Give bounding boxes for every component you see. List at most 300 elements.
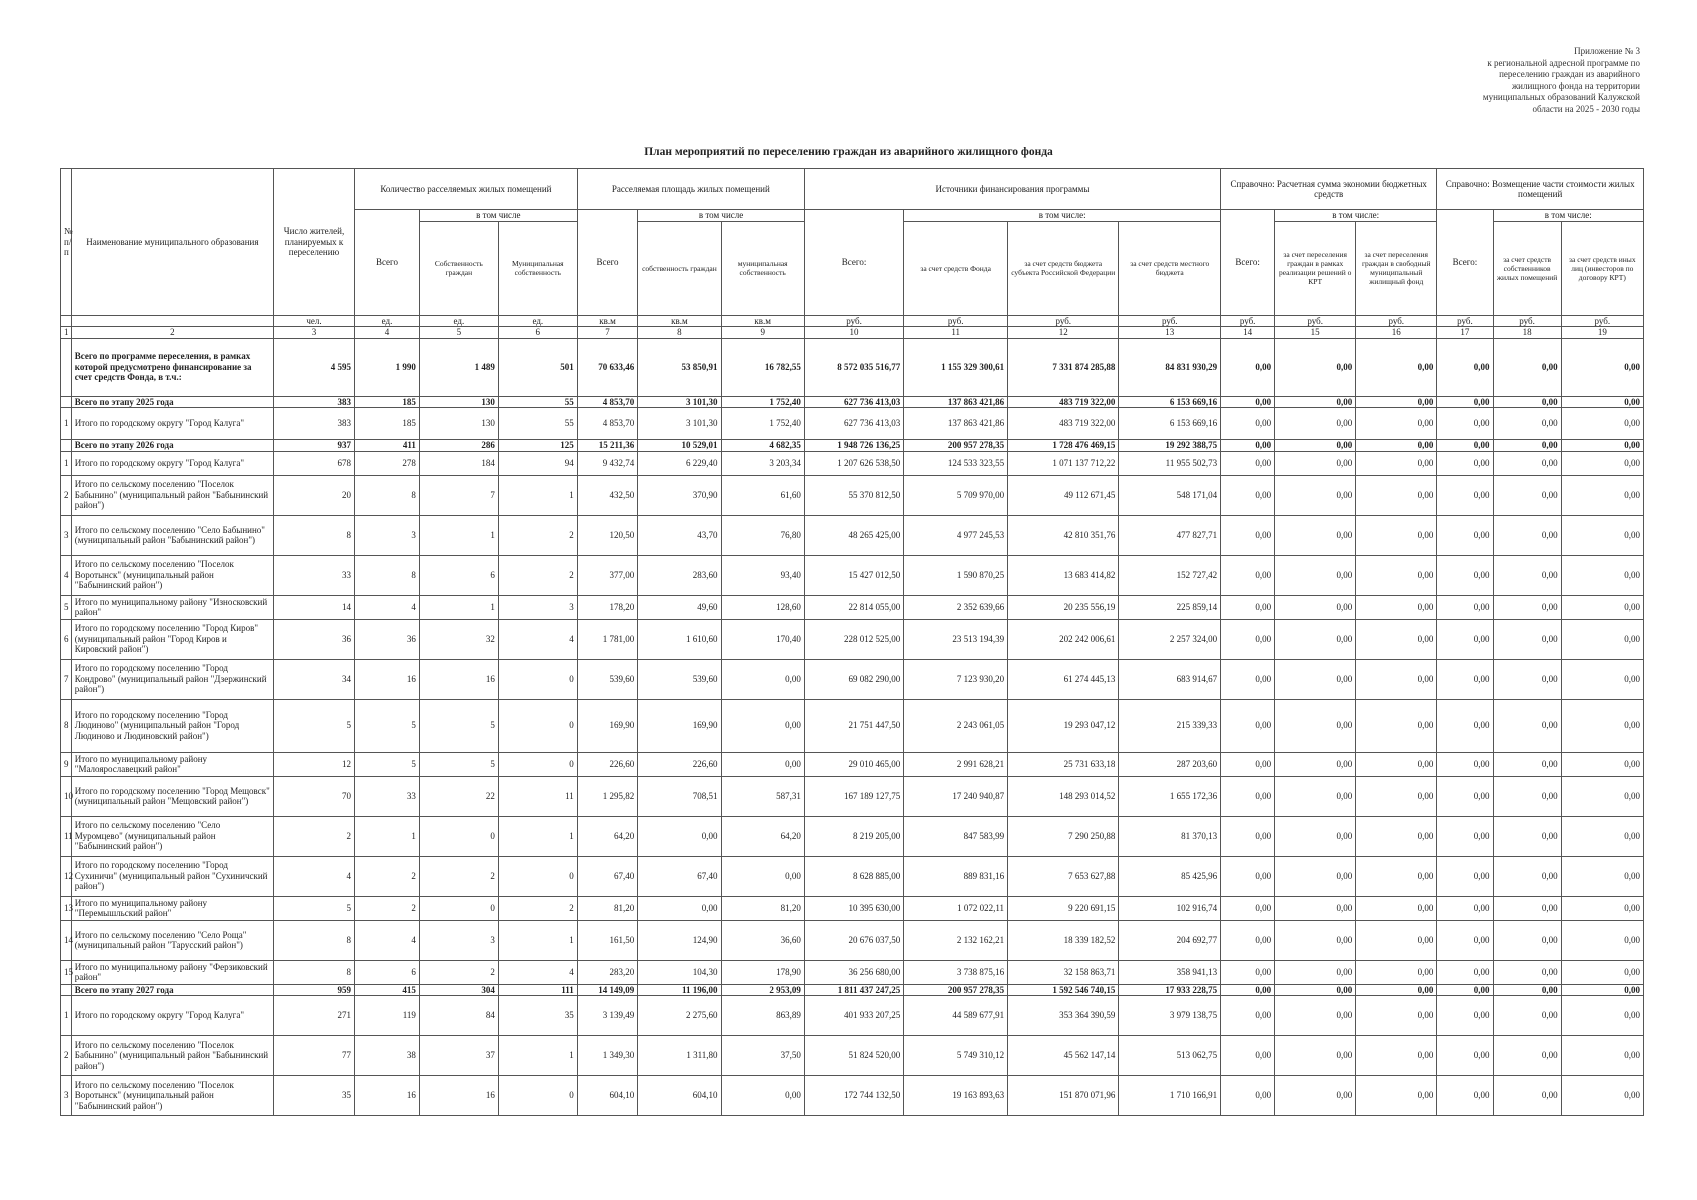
value-cell: 0,00	[1561, 960, 1643, 984]
municipality-name: Всего по этапу 2025 года	[71, 396, 273, 408]
value-cell: 137 863 421,86	[904, 396, 1008, 408]
value-cell: 0,00	[1275, 752, 1356, 776]
table-row	[61, 920, 1644, 960]
value-cell: 0,00	[1437, 984, 1493, 996]
value-cell: 137 863 421,86	[904, 408, 1008, 440]
row-number: 1	[61, 451, 72, 475]
column-number: 9	[721, 327, 804, 339]
value-cell: 0,00	[1437, 856, 1493, 896]
value-cell: 84	[419, 996, 498, 1036]
value-cell: 283,60	[638, 555, 721, 595]
value-cell: 2	[273, 816, 354, 856]
value-cell: 53 850,91	[638, 338, 721, 396]
units-cell	[61, 315, 72, 327]
total-row	[61, 440, 1644, 452]
column-number: 10	[804, 327, 903, 339]
value-cell: 0,00	[1221, 451, 1275, 475]
header-own-municipal: Муниципальная собственность	[498, 221, 577, 315]
value-cell: 1 590 870,25	[904, 555, 1008, 595]
value-cell: 1 207 626 538,50	[804, 451, 903, 475]
units-cell: кв.м	[577, 315, 638, 327]
value-cell: 64,20	[577, 816, 638, 856]
value-cell: 152 727,42	[1119, 555, 1221, 595]
header-rooms-group: Количество расселяемых жилых помещений	[355, 169, 578, 210]
value-cell: 0,00	[1221, 752, 1275, 776]
value-cell: 0,00	[1561, 996, 1643, 1036]
column-number: 7	[577, 327, 638, 339]
table-row	[61, 699, 1644, 752]
value-cell: 0,00	[1275, 960, 1356, 984]
value-cell: 370,90	[638, 475, 721, 515]
value-cell: 16 782,55	[721, 338, 804, 396]
table-row	[61, 408, 1644, 440]
value-cell: 0,00	[1221, 659, 1275, 699]
value-cell: 0,00	[1493, 1076, 1561, 1116]
value-cell: 383	[273, 408, 354, 440]
row-number: 3	[61, 515, 72, 555]
value-cell: 1 349,30	[577, 1036, 638, 1076]
value-cell: 42 810 351,76	[1008, 515, 1119, 555]
value-cell: 36,60	[721, 920, 804, 960]
value-cell: 863,89	[721, 996, 804, 1036]
value-cell: 19 292 388,75	[1119, 440, 1221, 452]
value-cell: 0,00	[1561, 699, 1643, 752]
value-cell: 2	[355, 856, 420, 896]
value-cell: 0,00	[1221, 515, 1275, 555]
value-cell: 0,00	[1437, 752, 1493, 776]
table-row	[61, 1076, 1644, 1116]
value-cell: 2 352 639,66	[904, 595, 1008, 619]
value-cell: 0,00	[1493, 396, 1561, 408]
value-cell: 1	[498, 920, 577, 960]
value-cell: 1 610,60	[638, 619, 721, 659]
value-cell: 23 513 194,39	[904, 619, 1008, 659]
value-cell: 1 948 726 136,25	[804, 440, 903, 452]
value-cell: 172 744 132,50	[804, 1076, 903, 1116]
municipality-name: Всего по этапу 2026 года	[71, 440, 273, 452]
total-row	[61, 338, 1644, 396]
value-cell: 0,00	[638, 816, 721, 856]
value-cell: 353 364 390,59	[1008, 996, 1119, 1036]
value-cell: 22	[419, 776, 498, 816]
value-cell: 48 265 425,00	[804, 515, 903, 555]
value-cell: 0,00	[1437, 699, 1493, 752]
value-cell: 0,00	[1561, 984, 1643, 996]
value-cell: 81 370,13	[1119, 816, 1221, 856]
municipality-name: Итого по сельскому поселению "Поселок Воротынск" (муниципальный район "Бабынинский район")	[71, 555, 273, 595]
value-cell: 85 425,96	[1119, 856, 1221, 896]
column-number: 17	[1437, 327, 1493, 339]
value-cell: 21 751 447,50	[804, 699, 903, 752]
units-cell: руб.	[804, 315, 903, 327]
value-cell: 2	[498, 896, 577, 920]
value-cell: 0,00	[1493, 816, 1561, 856]
column-number: 16	[1356, 327, 1437, 339]
value-cell: 1 295,82	[577, 776, 638, 816]
value-cell: 0	[498, 659, 577, 699]
appendix-line: к региональной адресной программе по	[1487, 57, 1640, 68]
value-cell: 539,60	[577, 659, 638, 699]
row-number	[61, 338, 72, 396]
value-cell: 81,20	[577, 896, 638, 920]
column-number: 2	[71, 327, 273, 339]
header-incl: в том числе:	[1275, 210, 1437, 222]
total-row	[61, 984, 1644, 996]
value-cell: 178,20	[577, 595, 638, 619]
appendix-line: области на 2025 - 2030 годы	[1532, 103, 1640, 114]
value-cell: 0,00	[1437, 896, 1493, 920]
header-incl: в том числе	[638, 210, 805, 222]
value-cell: 539,60	[638, 659, 721, 699]
column-number: 13	[1119, 327, 1221, 339]
value-cell: 0,00	[1493, 752, 1561, 776]
value-cell: 604,10	[638, 1076, 721, 1116]
column-number: 3	[273, 327, 354, 339]
value-cell: 937	[273, 440, 354, 452]
value-cell: 0,00	[1561, 408, 1643, 440]
value-cell: 36	[273, 619, 354, 659]
value-cell: 0,00	[1275, 396, 1356, 408]
value-cell: 1 752,40	[721, 396, 804, 408]
value-cell: 0,00	[721, 699, 804, 752]
value-cell: 204 692,77	[1119, 920, 1221, 960]
appendix-line: переселению граждан из аварийного	[1499, 69, 1640, 79]
units-cell	[71, 315, 273, 327]
value-cell: 0,00	[1275, 1076, 1356, 1116]
value-cell: 167 189 127,75	[804, 776, 903, 816]
value-cell: 0,00	[1356, 440, 1437, 452]
value-cell: 3 979 138,75	[1119, 996, 1221, 1036]
value-cell: 0,00	[1275, 515, 1356, 555]
header-compensation-total: Всего:	[1437, 210, 1493, 316]
value-cell: 0,00	[1275, 475, 1356, 515]
value-cell: 0,00	[1356, 752, 1437, 776]
value-cell: 401 933 207,25	[804, 996, 903, 1036]
value-cell: 0,00	[1561, 752, 1643, 776]
value-cell: 0,00	[1561, 920, 1643, 960]
value-cell: 2 243 061,05	[904, 699, 1008, 752]
value-cell: 18 339 182,52	[1008, 920, 1119, 960]
table-row	[61, 996, 1644, 1036]
value-cell: 4	[498, 960, 577, 984]
value-cell: 0,00	[1561, 816, 1643, 856]
value-cell: 4	[355, 595, 420, 619]
value-cell: 8	[355, 475, 420, 515]
value-cell: 0,00	[1561, 451, 1643, 475]
value-cell: 200 957 278,35	[904, 984, 1008, 996]
value-cell: 0,00	[1356, 515, 1437, 555]
value-cell: 69 082 290,00	[804, 659, 903, 699]
value-cell: 228 012 525,00	[804, 619, 903, 659]
column-number: 8	[638, 327, 721, 339]
header-incl: в том числе	[419, 210, 577, 222]
value-cell: 119	[355, 996, 420, 1036]
header-sources-total: Всего:	[804, 210, 903, 316]
units-cell: руб.	[1437, 315, 1493, 327]
value-cell: 33	[273, 555, 354, 595]
header-residents: Число жителей, планируемых к переселению	[273, 169, 354, 316]
value-cell: 12	[273, 752, 354, 776]
value-cell: 5	[355, 752, 420, 776]
value-cell: 16	[419, 659, 498, 699]
value-cell: 959	[273, 984, 354, 996]
value-cell: 4	[498, 619, 577, 659]
value-cell: 93,40	[721, 555, 804, 595]
header-incl: в том числе:	[904, 210, 1221, 222]
row-number: 10	[61, 776, 72, 816]
value-cell: 104,30	[638, 960, 721, 984]
value-cell: 49 112 671,45	[1008, 475, 1119, 515]
value-cell: 61 274 445,13	[1008, 659, 1119, 699]
value-cell: 0,00	[1356, 619, 1437, 659]
value-cell: 0,00	[1437, 440, 1493, 452]
value-cell: 1 781,00	[577, 619, 638, 659]
table-row	[61, 896, 1644, 920]
value-cell: 7	[419, 475, 498, 515]
value-cell: 35	[273, 1076, 354, 1116]
units-cell: кв.м	[638, 315, 721, 327]
header-local-budget: за счет средств местного бюджета	[1119, 221, 1221, 315]
value-cell: 5	[273, 699, 354, 752]
table-row	[61, 960, 1644, 984]
column-number: 1	[61, 327, 72, 339]
value-cell: 2 257 324,00	[1119, 619, 1221, 659]
value-cell: 33	[355, 776, 420, 816]
value-cell: 15 211,36	[577, 440, 638, 452]
value-cell: 1 071 137 712,22	[1008, 451, 1119, 475]
value-cell: 49,60	[638, 595, 721, 619]
value-cell: 271	[273, 996, 354, 1036]
header-sources-group: Источники финансирования программы	[804, 169, 1220, 210]
value-cell: 278	[355, 451, 420, 475]
municipality-name: Итого по сельскому поселению "Поселок Бабынино" (муниципальный район "Бабынинский район")	[71, 1036, 273, 1076]
value-cell: 84 831 930,29	[1119, 338, 1221, 396]
value-cell: 9 432,74	[577, 451, 638, 475]
value-cell: 128,60	[721, 595, 804, 619]
value-cell: 0,00	[1221, 475, 1275, 515]
value-cell: 0,00	[1493, 920, 1561, 960]
value-cell: 148 293 014,52	[1008, 776, 1119, 816]
value-cell: 287 203,60	[1119, 752, 1221, 776]
value-cell: 29 010 465,00	[804, 752, 903, 776]
value-cell: 0,00	[1275, 440, 1356, 452]
value-cell: 5	[273, 896, 354, 920]
table-body	[61, 338, 1644, 1116]
units-cell: руб.	[1119, 315, 1221, 327]
value-cell: 32	[419, 619, 498, 659]
value-cell: 627 736 413,03	[804, 408, 903, 440]
municipality-name: Итого по городскому поселению "Город Кондрово" (муниципальный район "Дзержинский район")	[71, 659, 273, 699]
value-cell: 0,00	[1221, 440, 1275, 452]
value-cell: 76,80	[721, 515, 804, 555]
units-cell: ед.	[498, 315, 577, 327]
value-cell: 0,00	[1561, 555, 1643, 595]
value-cell: 2 991 628,21	[904, 752, 1008, 776]
header-incl: в том числе:	[1493, 210, 1643, 222]
municipality-name: Итого по городскому округу "Город Калуга"	[71, 996, 273, 1036]
value-cell: 0,00	[1561, 475, 1643, 515]
value-cell: 6 153 669,16	[1119, 396, 1221, 408]
value-cell: 4	[273, 856, 354, 896]
value-cell: 61,60	[721, 475, 804, 515]
table-row	[61, 816, 1644, 856]
header-economy-total: Всего:	[1221, 210, 1275, 316]
value-cell: 0,00	[1356, 699, 1437, 752]
value-cell: 0,00	[1493, 451, 1561, 475]
appendix-line: муниципальных образований Калужской	[1482, 92, 1640, 102]
value-cell: 304	[419, 984, 498, 996]
value-cell: 14 149,09	[577, 984, 638, 996]
value-cell: 16	[355, 1076, 420, 1116]
value-cell: 0,00	[1356, 408, 1437, 440]
value-cell: 383	[273, 396, 354, 408]
column-number: 5	[419, 327, 498, 339]
value-cell: 94	[498, 451, 577, 475]
value-cell: 0,00	[1561, 515, 1643, 555]
value-cell: 0,00	[1437, 619, 1493, 659]
units-row	[61, 315, 1644, 327]
value-cell: 215 339,33	[1119, 699, 1221, 752]
value-cell: 67,40	[577, 856, 638, 896]
value-cell: 5	[419, 752, 498, 776]
value-cell: 0,00	[1493, 595, 1561, 619]
value-cell: 0	[498, 856, 577, 896]
value-cell: 0,00	[721, 752, 804, 776]
value-cell: 3 101,30	[638, 408, 721, 440]
value-cell: 0,00	[1221, 408, 1275, 440]
header-ref-compensation: Справочно: Возмещение части стоимости жилых помещений	[1437, 169, 1644, 210]
value-cell: 124 533 323,55	[904, 451, 1008, 475]
value-cell: 0,00	[1356, 1036, 1437, 1076]
value-cell: 20 676 037,50	[804, 920, 903, 960]
value-cell: 0,00	[1493, 856, 1561, 896]
value-cell: 0,00	[1275, 619, 1356, 659]
appendix-line: Приложение № 3	[1574, 46, 1640, 56]
value-cell: 0,00	[1221, 996, 1275, 1036]
value-cell: 0,00	[1437, 1076, 1493, 1116]
value-cell: 0,00	[1493, 896, 1561, 920]
row-number: 3	[61, 1076, 72, 1116]
value-cell: 16	[355, 659, 420, 699]
value-cell: 0,00	[1493, 440, 1561, 452]
header-economy-municipal-fund: за счет переселения граждан в свободный муниципальный жилищный фонд	[1356, 221, 1437, 315]
units-cell: руб.	[1561, 315, 1643, 327]
value-cell: 4 853,70	[577, 396, 638, 408]
value-cell: 0,00	[1275, 920, 1356, 960]
value-cell: 501	[498, 338, 577, 396]
value-cell: 226,60	[577, 752, 638, 776]
row-number: 4	[61, 555, 72, 595]
value-cell: 64,20	[721, 816, 804, 856]
units-cell: руб.	[904, 315, 1008, 327]
value-cell: 5 709 970,00	[904, 475, 1008, 515]
value-cell: 0,00	[1275, 699, 1356, 752]
value-cell: 0,00	[1437, 659, 1493, 699]
value-cell: 0,00	[1275, 408, 1356, 440]
value-cell: 0,00	[1493, 776, 1561, 816]
value-cell: 627 736 413,03	[804, 396, 903, 408]
value-cell: 483 719 322,00	[1008, 408, 1119, 440]
units-cell: ед.	[419, 315, 498, 327]
value-cell: 0,00	[1356, 816, 1437, 856]
value-cell: 5	[355, 699, 420, 752]
municipality-name: Итого по городскому поселению "Город Мещовск" (муниципальный район "Мещовский район")	[71, 776, 273, 816]
value-cell: 483 719 322,00	[1008, 396, 1119, 408]
value-cell: 0,00	[1437, 451, 1493, 475]
value-cell: 0,00	[1221, 920, 1275, 960]
municipality-name: Итого по сельскому поселению "Поселок Воротынск" (муниципальный район "Бабынинский район")	[71, 1076, 273, 1116]
value-cell: 0,00	[1221, 984, 1275, 996]
value-cell: 14	[273, 595, 354, 619]
header-area-group: Расселяемая площадь жилых помещений	[577, 169, 804, 210]
table-row	[61, 619, 1644, 659]
value-cell: 184	[419, 451, 498, 475]
value-cell: 55 370 812,50	[804, 475, 903, 515]
row-number: 2	[61, 1036, 72, 1076]
table-row	[61, 475, 1644, 515]
units-cell: руб.	[1356, 315, 1437, 327]
value-cell: 1 072 022,11	[904, 896, 1008, 920]
value-cell: 8	[273, 960, 354, 984]
value-cell: 0,00	[1356, 920, 1437, 960]
value-cell: 202 242 006,61	[1008, 619, 1119, 659]
row-number	[61, 396, 72, 408]
header-own-citizens: Собственность граждан	[419, 221, 498, 315]
value-cell: 0,00	[1493, 338, 1561, 396]
value-cell: 2 953,09	[721, 984, 804, 996]
value-cell: 8 628 885,00	[804, 856, 903, 896]
value-cell: 283,20	[577, 960, 638, 984]
municipality-name: Итого по сельскому поселению "Поселок Бабынино" (муниципальный район "Бабынинский район")	[71, 475, 273, 515]
value-cell: 17 240 940,87	[904, 776, 1008, 816]
value-cell: 4 595	[273, 338, 354, 396]
value-cell: 55	[498, 408, 577, 440]
value-cell: 70 633,46	[577, 338, 638, 396]
value-cell: 0	[419, 896, 498, 920]
value-cell: 6 229,40	[638, 451, 721, 475]
value-cell: 32 158 863,71	[1008, 960, 1119, 984]
value-cell: 0,00	[1437, 408, 1493, 440]
municipality-name: Итого по городскому округу "Город Калуга"	[71, 408, 273, 440]
value-cell: 0,00	[1493, 984, 1561, 996]
table-row	[61, 555, 1644, 595]
value-cell: 6	[419, 555, 498, 595]
value-cell: 15 427 012,50	[804, 555, 903, 595]
value-cell: 0,00	[1356, 996, 1437, 1036]
value-cell: 1	[355, 816, 420, 856]
value-cell: 0,00	[1437, 816, 1493, 856]
value-cell: 169,90	[638, 699, 721, 752]
value-cell: 11 196,00	[638, 984, 721, 996]
row-number: 9	[61, 752, 72, 776]
value-cell: 37,50	[721, 1036, 804, 1076]
units-cell: руб.	[1221, 315, 1275, 327]
header-area-citizens: собственность граждан	[638, 221, 721, 315]
value-cell: 5 749 310,12	[904, 1036, 1008, 1076]
value-cell: 0,00	[1437, 1036, 1493, 1076]
value-cell: 37	[419, 1036, 498, 1076]
value-cell: 44 589 677,91	[904, 996, 1008, 1036]
value-cell: 2	[419, 960, 498, 984]
municipality-name: Итого по городскому округу "Город Калуга"	[71, 451, 273, 475]
value-cell: 17 933 228,75	[1119, 984, 1221, 996]
row-number: 15	[61, 960, 72, 984]
units-cell: руб.	[1008, 315, 1119, 327]
column-number: 6	[498, 327, 577, 339]
value-cell: 3 101,30	[638, 396, 721, 408]
units-cell: чел.	[273, 315, 354, 327]
value-cell: 0,00	[1437, 960, 1493, 984]
